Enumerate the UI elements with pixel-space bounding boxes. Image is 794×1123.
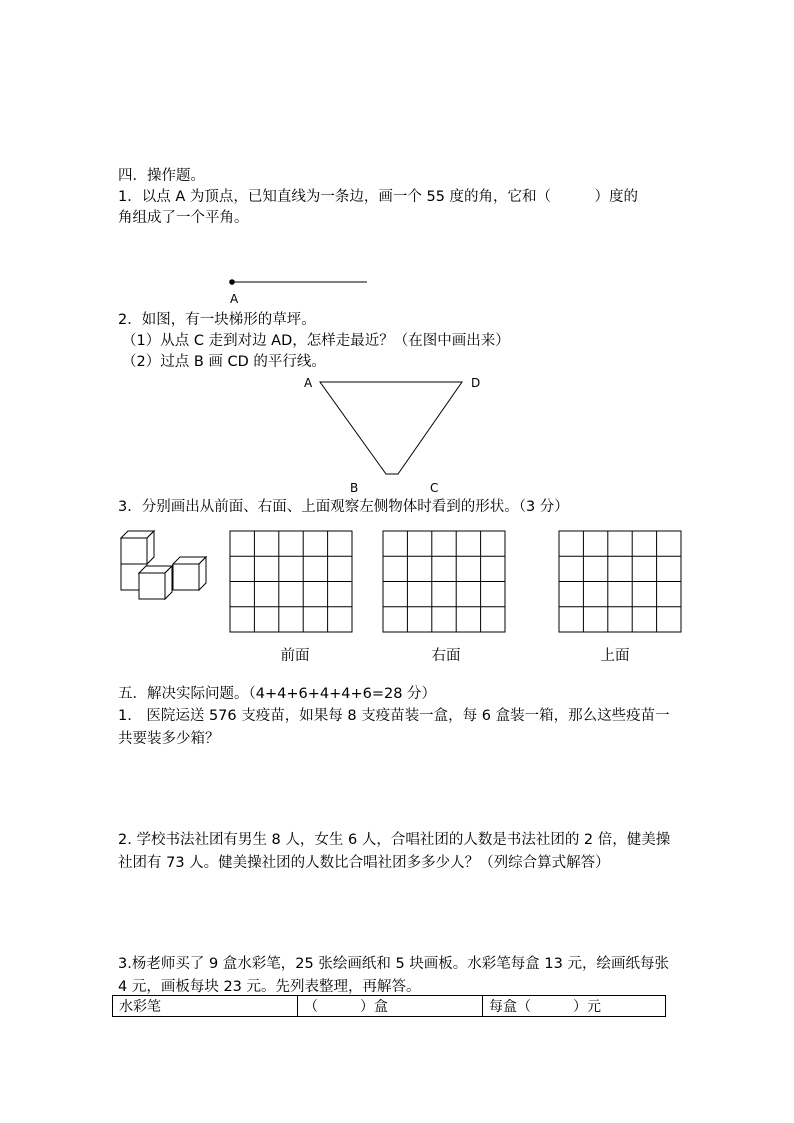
- q1-line1: 1．以点 A 为顶点，已知直线为一条边，画一个 55 度的角，它和（ ）度的: [118, 189, 639, 205]
- trapezoid-label-a: A: [304, 376, 313, 390]
- caption-right: 右面: [431, 648, 461, 664]
- s5-q2: 2. 学校书法社团有男生 8 人，女生 6 人，合唱社团的人数是书法社团的 2 倍，健美操社团有 73 人。健美操社团的人数比合唱社团多多少人？（列综合算式解答）: [118, 832, 671, 871]
- q2-line1: 2．如图，有一块梯形的草坪。: [118, 312, 316, 328]
- caption-top: 上面: [600, 648, 630, 664]
- purchase-table: [112, 995, 666, 1017]
- q1-label-a: A: [230, 292, 239, 306]
- trapezoid-label-c: C: [430, 481, 439, 495]
- grid-top: [559, 531, 681, 632]
- section5-title: 五．解决实际问题。（4+4+6+4+4+6=28 分）: [118, 686, 437, 702]
- grid-front: [230, 531, 352, 632]
- q2-sub1: （1）从点 C 走到对边 AD，怎样走最近？（在图中画出来）: [122, 333, 510, 349]
- caption-front: 前面: [280, 648, 310, 664]
- q1-point-a: [229, 279, 235, 285]
- trapezoid-shape: [320, 382, 462, 474]
- section4-title: 四．操作题。: [118, 168, 205, 184]
- table-cell-quantity[interactable]: （ ）盒: [298, 996, 483, 1017]
- table-row: [113, 996, 666, 1017]
- table-cell-item: 水彩笔: [113, 996, 298, 1017]
- grid-right: [383, 531, 505, 632]
- s5-q1: 1. 医院运送 576 支疫苗，如果每 8 支疫苗装一盒，每 6 盒装一箱，那么这些疫苗一共要装多少箱？: [118, 708, 670, 747]
- table-cell-price[interactable]: 每盒（ ）元: [483, 996, 666, 1017]
- q2-sub2: （2）过点 B 画 CD 的平行线。: [122, 354, 326, 370]
- q3-line1: 3．分别画出从前面、右面、上面观察左侧物体时看到的形状。（3 分）: [118, 499, 569, 515]
- trapezoid-label-b: B: [350, 481, 359, 495]
- s5-q3: 3.杨老师买了 9 盒水彩笔，25 张绘画纸和 5 块画板。水彩笔每盒 13 元，绘画纸每张 4 元，画板每块 23 元。先列表整理，再解答。: [118, 956, 669, 995]
- q1-line2: 角组成了一个平角。: [118, 210, 249, 226]
- cube-object: [121, 531, 206, 599]
- trapezoid-label-d: D: [471, 376, 481, 390]
